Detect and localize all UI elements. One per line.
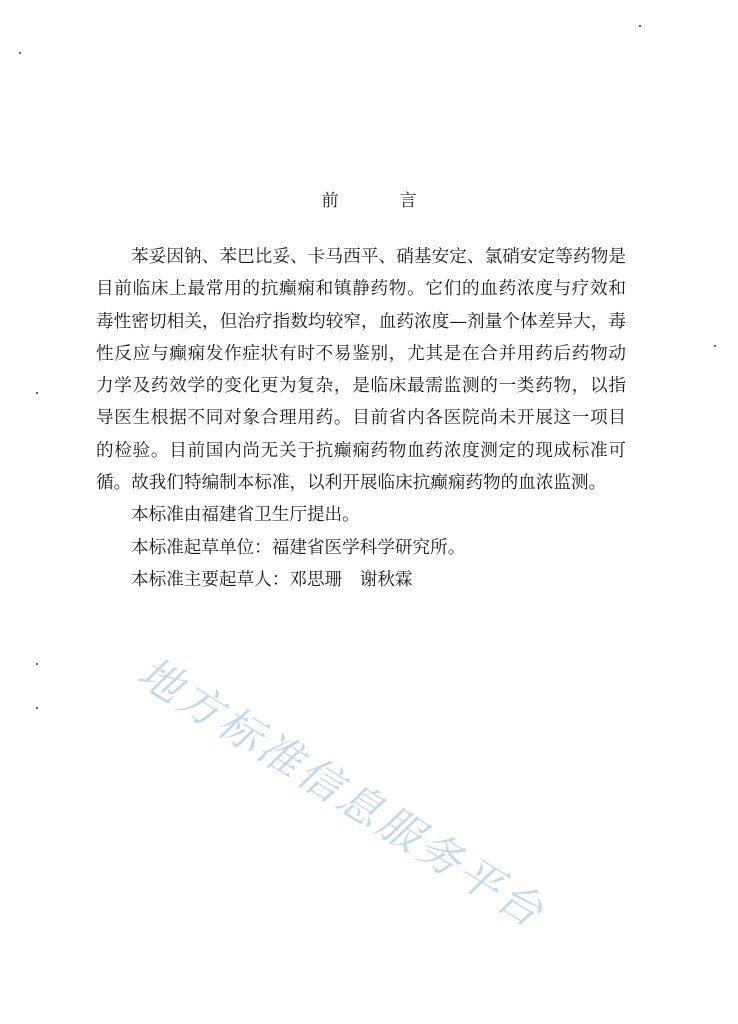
drafters-statement: 本标准主要起草人：邓思珊 谢秋霖	[131, 569, 413, 590]
paragraph-line: 循。故我们特编制本标准，以利开展临床抗癫痫药物的血浓监测。	[96, 473, 607, 494]
proposer-statement: 本标准由福建省卫生厅提出。	[131, 505, 360, 526]
paragraph-line: 目前临床上最常用的抗癫痫和镇静药物。它们的血药浓度与疗效和	[96, 279, 626, 300]
scan-speck	[36, 707, 38, 709]
paragraph-line: 力学及药效学的变化更为复杂，是临床最需监测的一类药物，以指	[96, 376, 626, 397]
foreword-body	[96, 241, 626, 596]
scan-speck	[36, 392, 38, 394]
paragraph-line: 导医生根据不同对象合理用药。目前省内各医院尚未开展这一项目	[96, 408, 626, 429]
scan-speck	[19, 52, 21, 54]
page-title: 前 言	[321, 191, 439, 211]
scan-speck	[714, 345, 716, 347]
scan-speck	[639, 25, 641, 27]
scan-speck	[36, 663, 38, 665]
paragraph-main	[96, 241, 626, 499]
watermark: 地方标准信息服务平台	[128, 647, 554, 940]
paragraph-line: 性反应与癫痫发作症状有时不易鉴别，尤其是在合并用药后药物动	[96, 343, 626, 364]
paragraph-line: 苯妥因钠、苯巴比妥、卡马西平、硝基安定、氯硝安定等药物是	[131, 247, 626, 267]
paragraph-line: 毒性密切相关，但治疗指数均较窄，血药浓度—剂量个体差异大，毒	[96, 311, 626, 332]
paragraph-line: 的检验。目前国内尚无关于抗癫痫药物血药浓度测定的现成标准可	[96, 440, 626, 461]
drafting-unit-statement: 本标准起草单位：福建省医学科学研究所。	[131, 537, 466, 558]
